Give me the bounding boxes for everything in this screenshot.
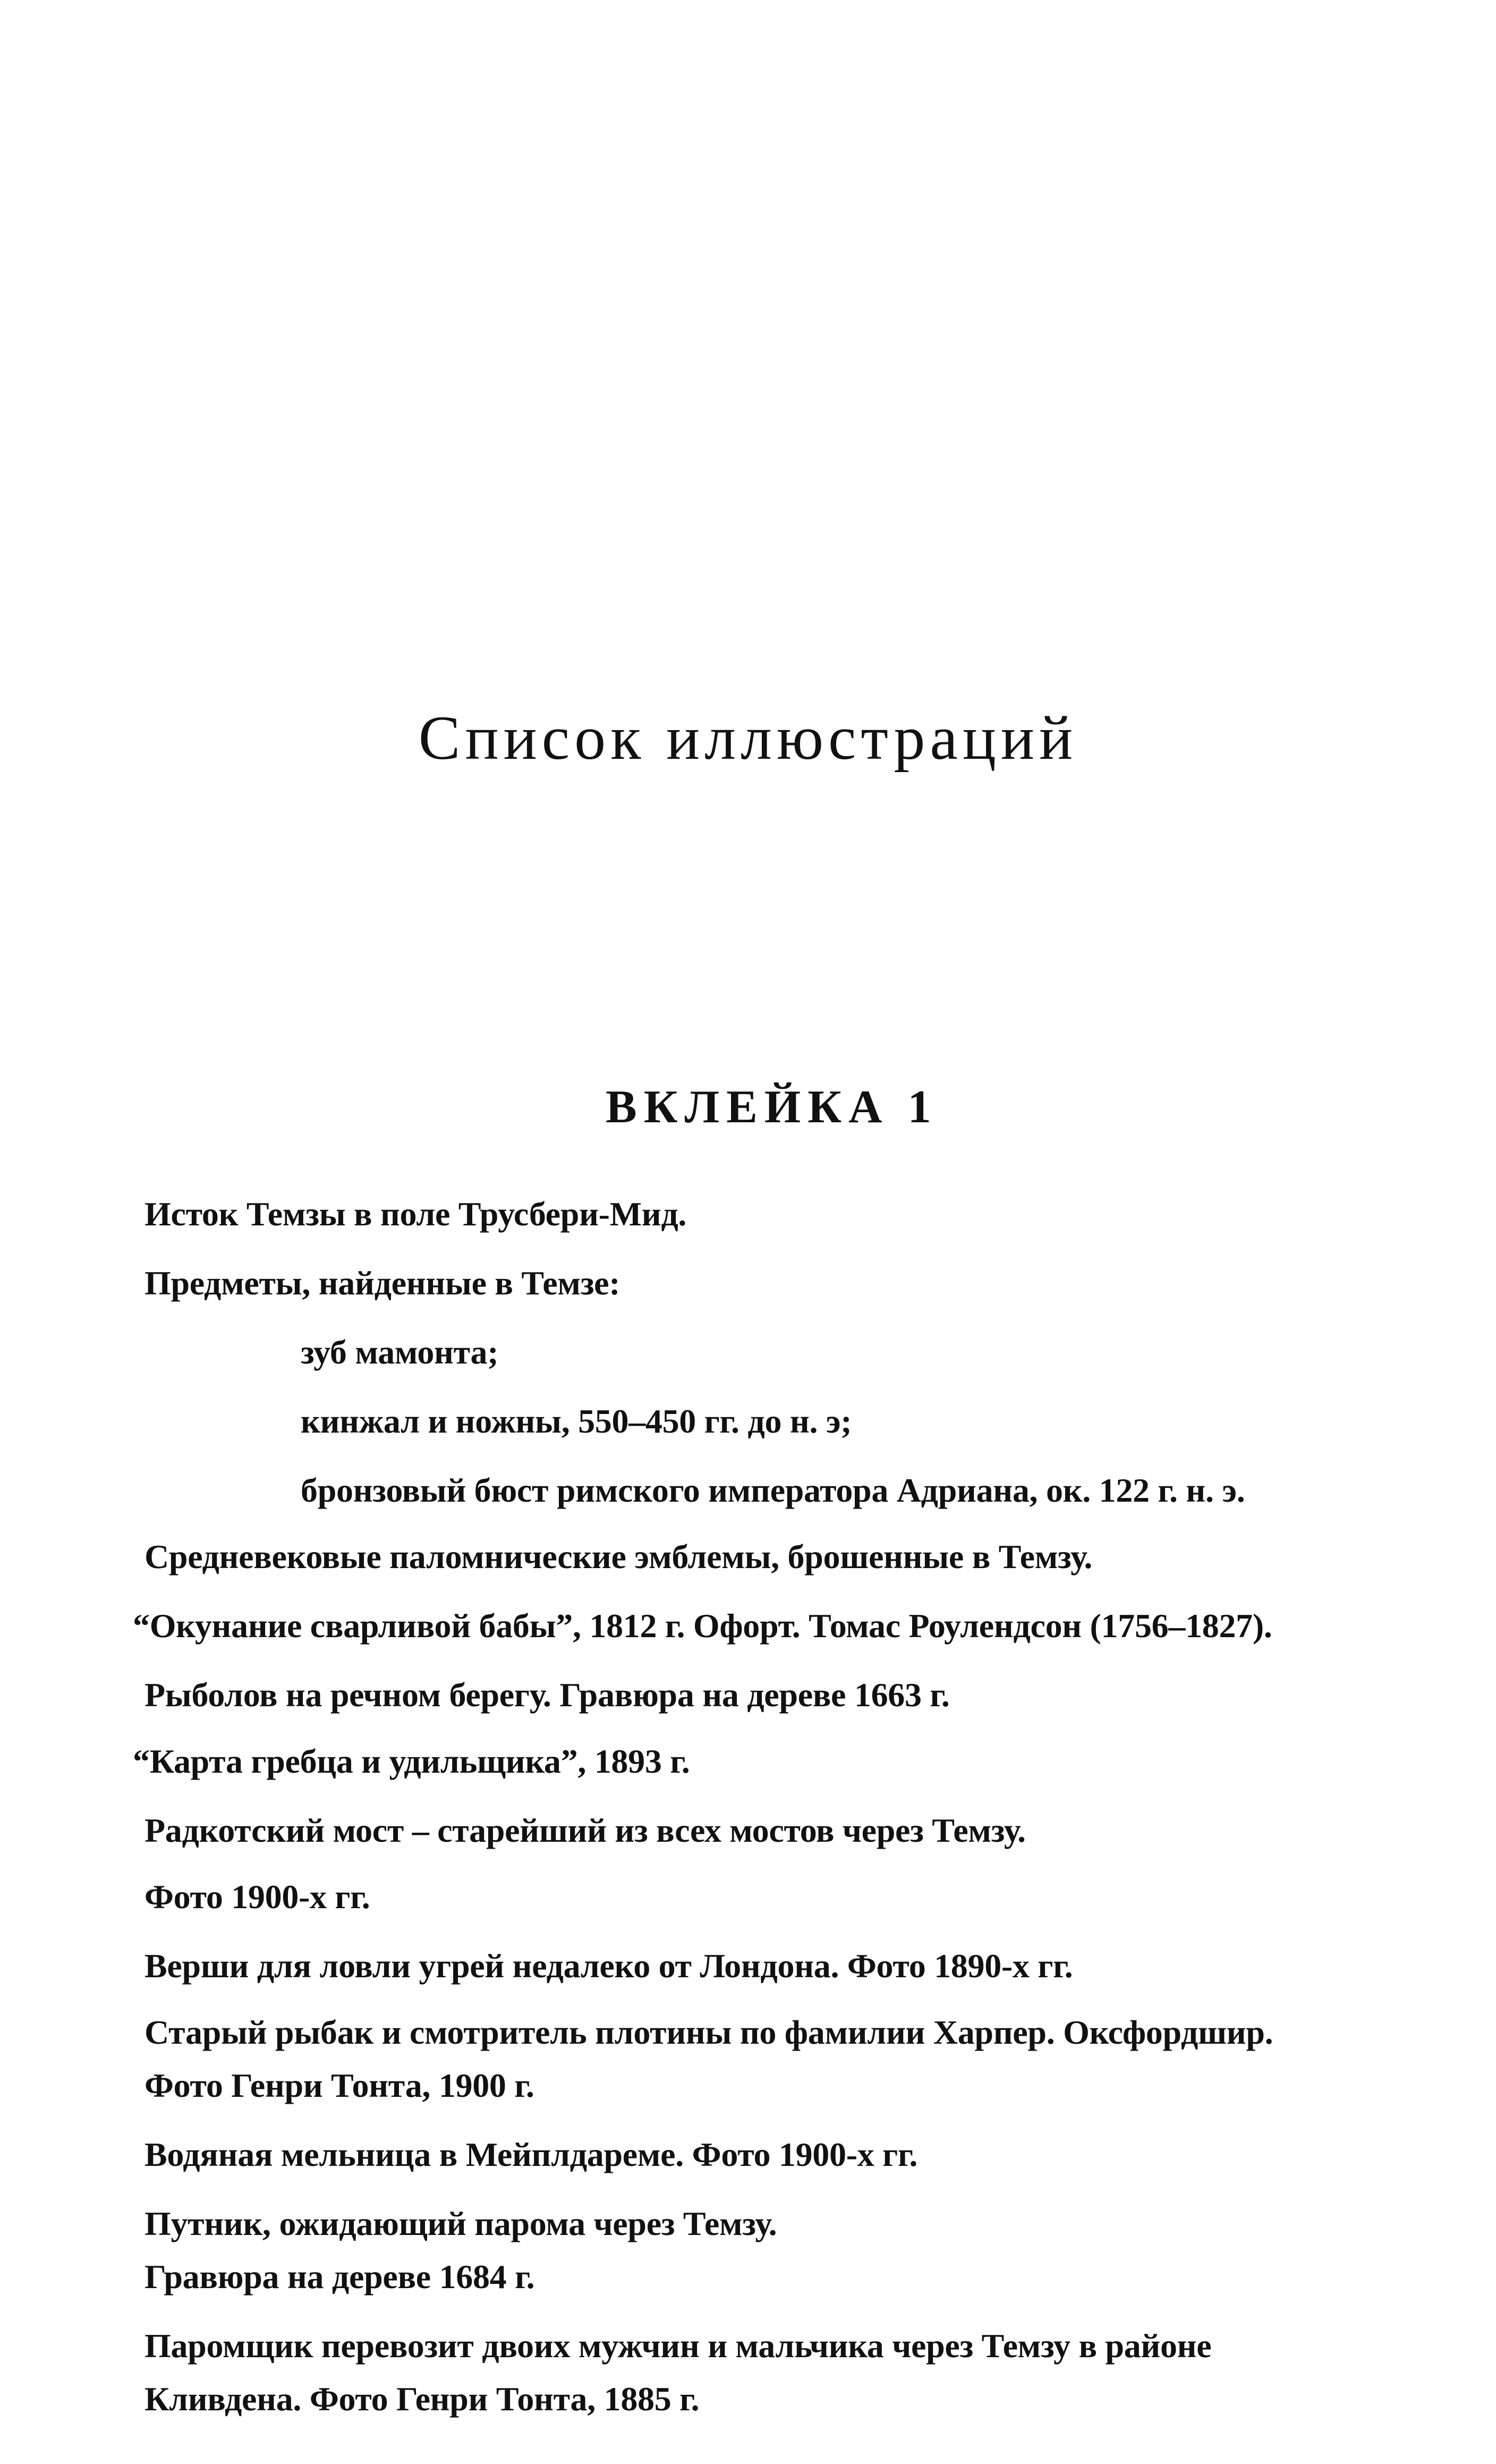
list-item-line: Предметы, найденные в Темзе: (144, 1264, 620, 1302)
list-item-line: Средневековые паломнические эмблемы, брошенные в Темзу. (144, 1538, 1093, 1576)
list-item-line: “Карта гребца и удильщика”, 1893 г. (133, 1742, 690, 1780)
list-item (133, 1735, 690, 1788)
list-item (144, 2128, 917, 2181)
list-item-line: Паромщик перевозит двоих мужчин и мальчика через Темзу в районе (144, 2327, 1212, 2365)
list-item (144, 1870, 370, 1924)
list-item-line: Фото Генри Тонта, 1900 г. (144, 2067, 534, 2104)
list-item-line: Исток Темзы в поле Трусбери-Мид. (144, 1195, 687, 1233)
list-item (144, 1188, 686, 1241)
list-item-line: “Окунание сварливой бабы”, 1812 г. Офорт. Томас Роулендсон (1756–1827). (133, 1607, 1272, 1645)
list-subitem (301, 1395, 852, 1448)
list-item (144, 1530, 1092, 1584)
list-item (144, 1804, 1026, 1857)
list-subitem (301, 1464, 1245, 1517)
list-item-line: Водяная мельница в Мейплдареме. Фото 1900-х гг. (144, 2136, 918, 2173)
list-subitem (301, 1326, 498, 1379)
list-item-line: Рыболов на речном берегу. Гравюра на дереве 1663 г. (144, 1676, 950, 1714)
list-item-line: Старый рыбак и смотритель плотины по фамилии Харпер. Оксфордшир. (144, 2013, 1273, 2051)
list-item (144, 2006, 1273, 2112)
list-item (144, 1940, 1073, 1993)
list-item (144, 2197, 777, 2304)
list-item (133, 1599, 1272, 1653)
list-item (144, 2319, 1211, 2426)
list-item-line: Фото 1900-х гг. (144, 1878, 370, 1916)
list-item (144, 1669, 950, 1722)
list-item-line: кинжал и ножны, 550–450 гг. до н. э; (301, 1402, 852, 1440)
list-item-line: Радкотский мост – старейший из всех мостов через Темзу. (144, 1811, 1026, 1849)
list-item-line: зуб мамонта; (301, 1333, 499, 1371)
list-item-line: Путник, ожидающий парома через Темзу. (144, 2205, 777, 2242)
list-item (144, 1257, 620, 1310)
list-item-line: Гравюра на дереве 1684 г. (144, 2258, 535, 2296)
list-item-line: Кливдена. Фото Генри Тонта, 1885 г. (144, 2380, 700, 2418)
list-item-line: бронзовый бюст римского императора Адриана, ок. 122 г. н. э. (301, 1471, 1245, 1509)
section-title: ВКЛЕЙКА 1 (606, 1081, 938, 1133)
list-item-line: Верши для ловли угрей недалеко от Лондона. Фото 1890-х гг. (144, 1947, 1073, 1985)
page-title: Список иллюстраций (418, 703, 1078, 773)
